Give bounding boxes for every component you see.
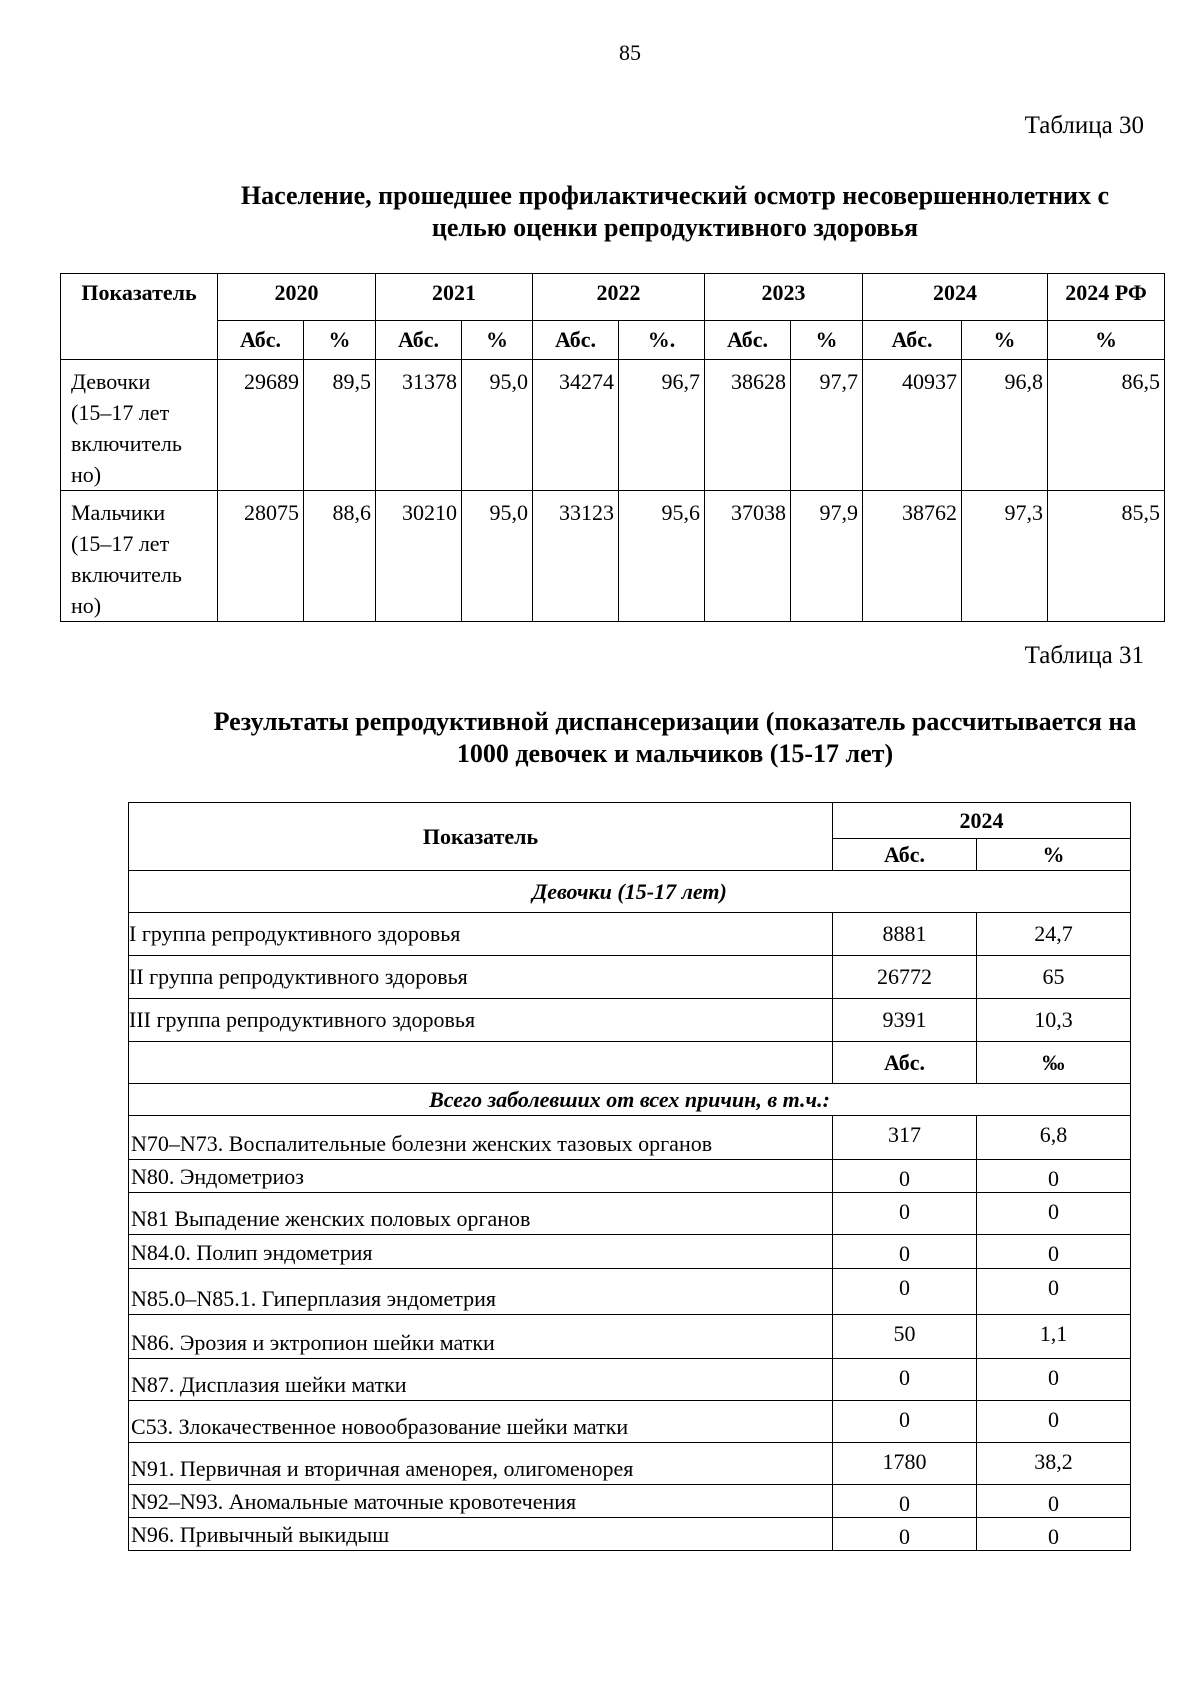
table31-header-indicator: Показатель (129, 803, 833, 871)
table-row (129, 1160, 1131, 1193)
table30-header-year: 2022 (533, 274, 705, 321)
table30-subheader-cell: % (791, 321, 863, 360)
pct-cell: 10,3 (977, 999, 1131, 1042)
value-cell: 33123 (533, 491, 619, 622)
row-label-line: включитель (71, 431, 182, 456)
value-cell: 28075 (218, 491, 304, 622)
value-cell: 86,5 (1048, 360, 1165, 491)
row-label: N81 Выпадение женских половых органов (129, 1193, 833, 1235)
row-label-line: (15–17 лет (71, 531, 170, 556)
row-label: N85.0–N85.1. Гиперплазия эндометрия (129, 1269, 833, 1315)
table30-subheader-cell: Абс. (218, 321, 304, 360)
table30-subheader-cell: % (1048, 321, 1165, 360)
row-label: I группа репродуктивного здоровья (129, 913, 833, 956)
row-label: N91. Первичная и вторичная аменорея, олигоменорея (129, 1443, 833, 1485)
abs-cell: 1780 (833, 1443, 977, 1485)
table30-subheader-cell: Абс. (705, 321, 791, 360)
table-row (129, 1193, 1131, 1235)
table30-header-year: 2021 (376, 274, 533, 321)
value-cell: 38762 (863, 491, 962, 622)
table30-subheader-cell: % (304, 321, 376, 360)
permille-cell: 0 (977, 1485, 1131, 1518)
abs-cell: 0 (833, 1193, 977, 1235)
table30-title-line1: Население, прошедшее профилактический осмотр несовершеннолетних с (240, 181, 1110, 210)
table30-subheader-cell: Абс. (863, 321, 962, 360)
table30-header-year: 2023 (705, 274, 863, 321)
table31-header-year: 2024 (833, 803, 1131, 839)
section-row (129, 1084, 1131, 1116)
row-label: C53. Злокачественное новообразование шейки матки (129, 1401, 833, 1443)
value-cell: 85,5 (1048, 491, 1165, 622)
value-cell: 40937 (863, 360, 962, 491)
table31-header-pct: % (977, 839, 1131, 871)
table-row (129, 1235, 1131, 1269)
table30-title-line2: целью оценки репродуктивного здоровья (431, 213, 919, 242)
section-total: Всего заболевших от всех причин, в т.ч.: (129, 1084, 1131, 1116)
abs-cell: 317 (833, 1116, 977, 1160)
permille-cell: 0 (977, 1235, 1131, 1269)
subheader-abs: Абс. (833, 1042, 977, 1084)
row-label: N70–N73. Воспалительные болезни женских тазовых органов (129, 1116, 833, 1160)
row-label: N92–N93. Аномальные маточные кровотечения (129, 1485, 833, 1518)
abs-cell: 26772 (833, 956, 977, 999)
value-cell: 31378 (376, 360, 462, 491)
abs-cell: 9391 (833, 999, 977, 1042)
table-row (129, 1359, 1131, 1401)
permille-cell: 6,8 (977, 1116, 1131, 1160)
value-cell: 37038 (705, 491, 791, 622)
table30-caption: Таблица 30 (1024, 112, 1144, 139)
table30-subheader-cell: % (962, 321, 1048, 360)
table30-subheader-cell: Абс. (376, 321, 462, 360)
row-label-line: включитель (71, 562, 182, 587)
row-label (61, 360, 218, 491)
row-label: N80. Эндометриоз (129, 1160, 833, 1193)
abs-cell: 0 (833, 1269, 977, 1315)
table31-title-line2: 1000 девочек и мальчиков (15-17 лет) (456, 739, 894, 768)
empty-cell (129, 1042, 833, 1084)
abs-cell: 0 (833, 1401, 977, 1443)
table-row (129, 1315, 1131, 1359)
row-label: N96. Привычный выкидыш (129, 1518, 833, 1551)
permille-cell: 38,2 (977, 1443, 1131, 1485)
value-cell: 29689 (218, 360, 304, 491)
table31-header-row (129, 803, 1131, 839)
table30-subheader-cell: %. (619, 321, 705, 360)
value-cell: 30210 (376, 491, 462, 622)
table31-header-abs: Абс. (833, 839, 977, 871)
pct-cell: 65 (977, 956, 1131, 999)
table-row (129, 1485, 1131, 1518)
row-label: III группа репродуктивного здоровья (129, 999, 833, 1042)
table31-subheader-row (129, 1042, 1131, 1084)
abs-cell: 50 (833, 1315, 977, 1359)
table-row (129, 956, 1131, 999)
table30-subheader-cell: Абс. (533, 321, 619, 360)
table-row (129, 1116, 1131, 1160)
row-label: N87. Дисплазия шейки матки (129, 1359, 833, 1401)
permille-cell: 0 (977, 1359, 1131, 1401)
table30-header-row (61, 274, 1165, 321)
table30-header-indicator: Показатель (61, 274, 218, 360)
table-row (129, 1269, 1131, 1315)
abs-cell: 8881 (833, 913, 977, 956)
value-cell: 97,7 (791, 360, 863, 491)
value-cell: 95,0 (462, 491, 533, 622)
table31-caption: Таблица 31 (1024, 642, 1144, 669)
table30-header-year: 2020 (218, 274, 376, 321)
table31-title (100, 706, 1200, 770)
permille-cell: 0 (977, 1160, 1131, 1193)
table31 (128, 802, 1131, 1551)
value-cell: 89,5 (304, 360, 376, 491)
row-label-line: Девочки (71, 369, 151, 394)
permille-cell: 0 (977, 1401, 1131, 1443)
table-row (129, 999, 1131, 1042)
table30-header-year: 2024 (863, 274, 1048, 321)
table-row (129, 913, 1131, 956)
row-label-line: но) (71, 462, 102, 487)
pct-cell: 24,7 (977, 913, 1131, 956)
value-cell: 97,9 (791, 491, 863, 622)
table30-header-rf: 2024 РФ (1048, 274, 1165, 321)
row-label: N84.0. Полип эндометрия (129, 1235, 833, 1269)
row-label: N86. Эрозия и эктропион шейки матки (129, 1315, 833, 1359)
table30-title (150, 180, 1200, 244)
value-cell: 95,6 (619, 491, 705, 622)
value-cell: 34274 (533, 360, 619, 491)
table31-title-line1: Результаты репродуктивной диспансеризации (показатель рассчитывается на (213, 707, 1137, 736)
row-label (61, 491, 218, 622)
table-row (61, 360, 1165, 491)
table-row (129, 1443, 1131, 1485)
abs-cell: 0 (833, 1235, 977, 1269)
row-label-line: Мальчики (71, 500, 166, 525)
value-cell: 96,8 (962, 360, 1048, 491)
permille-cell: 1,1 (977, 1315, 1131, 1359)
permille-cell: 0 (977, 1518, 1131, 1551)
table-row (129, 1401, 1131, 1443)
abs-cell: 0 (833, 1359, 977, 1401)
value-cell: 95,0 (462, 360, 533, 491)
abs-cell: 0 (833, 1518, 977, 1551)
abs-cell: 0 (833, 1160, 977, 1193)
subheader-permille: ‰ (977, 1042, 1131, 1084)
table30-subheader-row (61, 321, 1165, 360)
value-cell: 97,3 (962, 491, 1048, 622)
row-label-line: (15–17 лет (71, 400, 170, 425)
row-label-line: но) (71, 593, 102, 618)
row-label: II группа репродуктивного здоровья (129, 956, 833, 999)
table-row (129, 1518, 1131, 1551)
table-row (61, 491, 1165, 622)
abs-cell: 0 (833, 1485, 977, 1518)
page-number: 85 (619, 40, 641, 65)
section-girls: Девочки (15-17 лет) (129, 871, 1131, 913)
table30-subheader-cell: % (462, 321, 533, 360)
permille-cell: 0 (977, 1193, 1131, 1235)
permille-cell: 0 (977, 1269, 1131, 1315)
table30 (60, 273, 1165, 622)
section-row (129, 871, 1131, 913)
value-cell: 88,6 (304, 491, 376, 622)
value-cell: 38628 (705, 360, 791, 491)
value-cell: 96,7 (619, 360, 705, 491)
